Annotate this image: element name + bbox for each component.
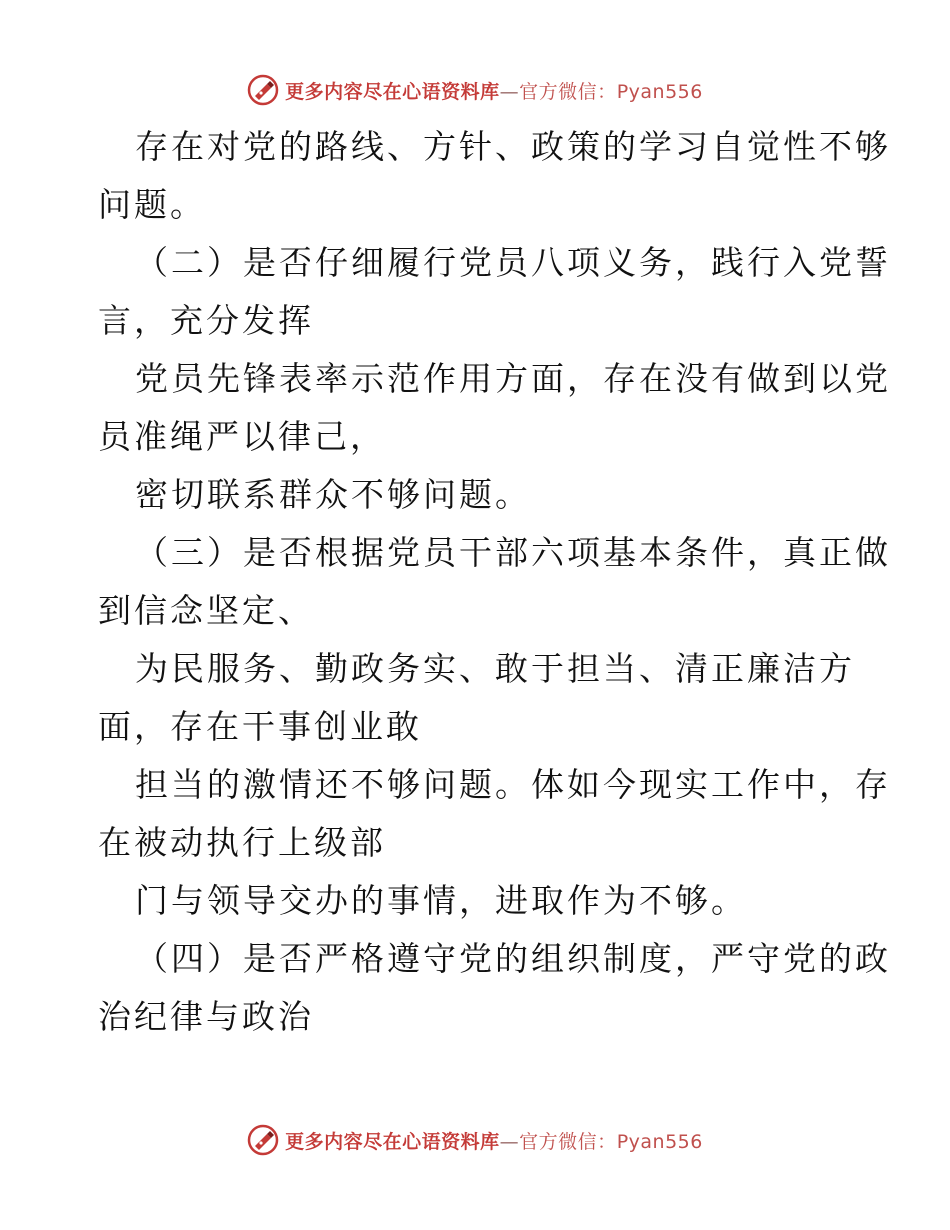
- text-line: 为民服务、勤政务实、敢于担当、清正廉洁方: [135, 649, 855, 688]
- text-line: 担当的激情还不够问题。体如今现实工作中，存: [135, 765, 891, 804]
- watermark-main: 更多内容尽在心语资料库: [285, 80, 500, 103]
- watermark-id: Pyan556: [616, 1130, 703, 1153]
- text-line: 到信念坚定、: [98, 591, 314, 630]
- text-line: 党员先锋表率示范作用方面，存在没有做到以党: [135, 359, 891, 398]
- text-line: 门与领导交办的事情，进取作为不够。: [135, 881, 747, 920]
- watermark-official: 官方微信：: [519, 80, 617, 103]
- document-body: [98, 118, 891, 1046]
- watermark-text: [285, 77, 703, 104]
- text-line: 问题。: [98, 185, 206, 224]
- text-line: （三）是否根据党员干部六项基本条件，真正做: [135, 533, 891, 572]
- header-watermark: [0, 70, 950, 110]
- watermark-official: 官方微信：: [519, 1130, 617, 1153]
- watermark-id: Pyan556: [616, 80, 703, 103]
- watermark-main: 更多内容尽在心语资料库: [285, 1130, 500, 1153]
- text-line: （四）是否严格遵守党的组织制度，严守党的政: [135, 939, 891, 978]
- text-line: 员准绳严以律己，: [98, 417, 386, 456]
- text-line: 密切联系群众不够问题。: [135, 475, 531, 514]
- text-line: （二）是否仔细履行党员八项义务，践行入党誓: [135, 243, 891, 282]
- pen-nib-icon: [247, 1124, 279, 1156]
- watermark-text: [285, 1127, 703, 1154]
- watermark-dash: —: [499, 1130, 520, 1153]
- text-line: 治纪律与政治: [98, 997, 314, 1036]
- footer-watermark: [0, 1120, 950, 1160]
- text-line: 面，存在干事创业敢: [98, 707, 422, 746]
- text-line: 在被动执行上级部: [98, 823, 386, 862]
- text-line: 言，充分发挥: [98, 301, 314, 340]
- text-line: 存在对党的路线、方针、政策的学习自觉性不够: [135, 127, 891, 166]
- pen-nib-icon: [247, 74, 279, 106]
- watermark-dash: —: [499, 80, 520, 103]
